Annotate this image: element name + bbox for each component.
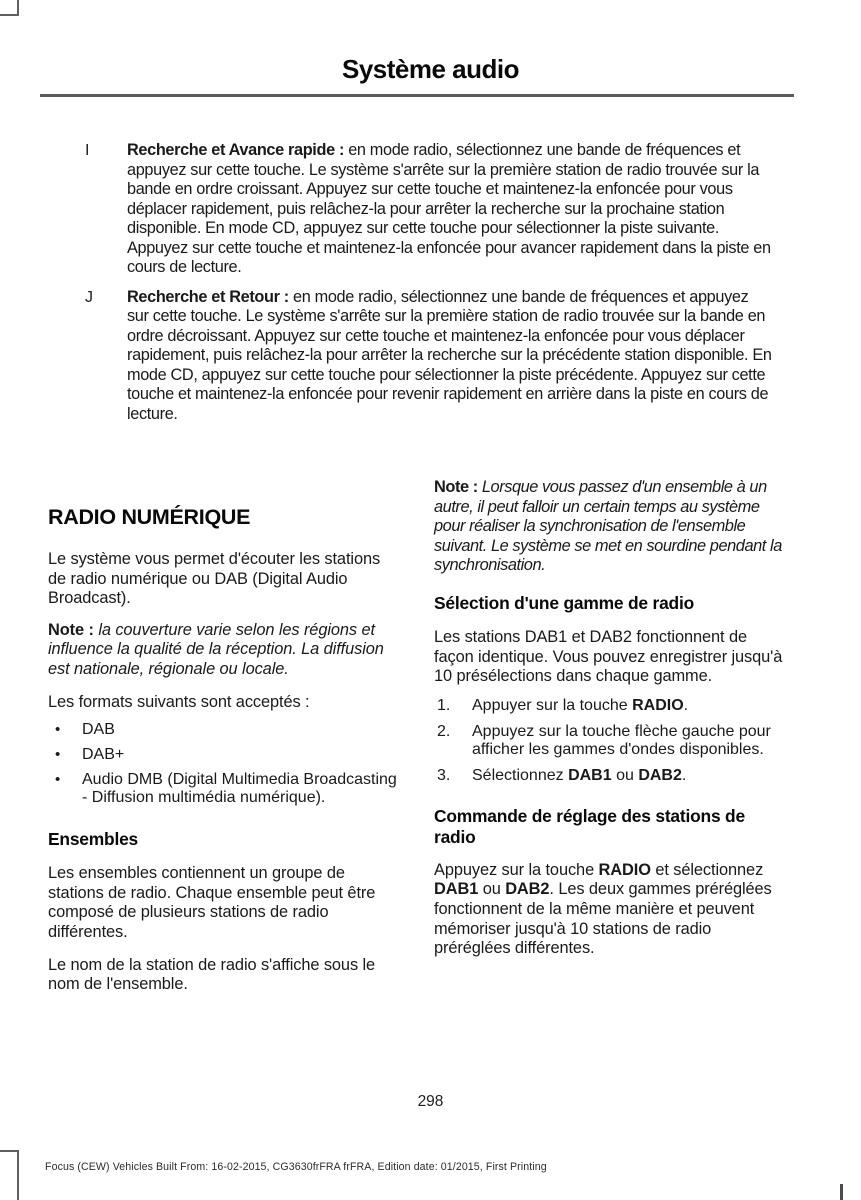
- control-term-i: Recherche et Avance rapide :: [127, 141, 345, 159]
- page-number: 298: [417, 1093, 444, 1110]
- step-segment: .: [683, 696, 689, 714]
- step-segment: Sélectionnez: [472, 766, 569, 784]
- sync-note: [434, 478, 790, 576]
- step-segment: ou: [611, 766, 639, 784]
- ensembles-paragraph-2: Le nom de la station de radio s'affiche sous le nom de l'ensemble.: [48, 955, 376, 994]
- sub-heading-station-tuning: Commande de réglage des stations de radio: [434, 805, 745, 847]
- band-selection-paragraph: Les stations DAB1 et DAB2 fonctionnent de façon identique. Vous pouvez enregistrer jusqu'à 10 présélections dans chaque gamme.: [434, 627, 783, 686]
- control-letter-i: I: [85, 142, 90, 159]
- step-segment: Appuyez sur la touche flèche gauche pour afficher les gammes d'ondes disponibles.: [472, 722, 771, 758]
- step-segment: .: [681, 766, 687, 784]
- control-item-i: [85, 141, 773, 278]
- control-body-i: en mode radio, sélectionnez une bande de fréquences et appuyez sur cette touche. Le système s'arrête sur la première station de radio trouvée sur la bande en ordre croissant. Appuyez sur cette touche et maintenez-la enfoncée pour vous déplacer rapidement, puis relâchez-la pour arrêter la recherche sur la prochaine station disponible. En mode CD, appuyez sur cette touche pour sélectionner la piste suivante. Appuyez sur cette touche et maintenez-la enfoncée pour avancer rapidement dans la piste en cours de lecture.: [127, 141, 771, 276]
- right-column: [434, 465, 790, 995]
- note-text: la couverture varie selon les régions et influence la qualité de la réception. La diffusion est nationale, régionale ou locale.: [48, 620, 384, 678]
- control-descriptions: [85, 141, 773, 434]
- list-item: [434, 697, 790, 715]
- control-item-j: [85, 288, 773, 425]
- list-item: [434, 723, 790, 759]
- control-description-i: [127, 141, 773, 278]
- control-letter-j: J: [85, 288, 93, 306]
- section-heading-radio-numerique: RADIO NUMÉRIQUE: [48, 505, 251, 529]
- page-title: Système audio: [341, 54, 519, 84]
- sub-heading-band-selection: Sélection d'une gamme de radio: [434, 592, 695, 613]
- list-item: [48, 771, 400, 807]
- crop-mark-top-left-icon: [0, 0, 19, 16]
- step-segment-bold: RADIO: [632, 696, 684, 714]
- two-column-body: [48, 465, 790, 995]
- paragraph-segment-bold: DAB1: [434, 880, 479, 899]
- title-divider: [40, 94, 794, 97]
- paragraph-segment: et sélectionnez: [650, 860, 764, 879]
- footer-print-info: Focus (CEW) Vehicles Built From: 16-02-2015, CG3630frFRA frFRA, Edition date: 01/2015, First Printing: [45, 1161, 547, 1173]
- list-item: [48, 721, 400, 739]
- list-item: [48, 746, 400, 764]
- bullet-icon: •: [55, 771, 61, 789]
- bullet-icon: •: [55, 721, 61, 739]
- step-segment-bold: DAB2: [638, 766, 682, 784]
- step-segment: Appuyer sur la touche: [472, 696, 633, 714]
- digital-radio-intro: Le système vous permet d'écouter les stations de radio numérique ou DAB (Digital Audio Broadcast).: [48, 550, 381, 608]
- format-dab: DAB: [82, 721, 115, 739]
- paragraph-segment: . Les deux gammes préréglées fonctionnent de la même manière et peuvent mémoriser jusqu'à 10 stations de radio préréglées différentes.: [434, 880, 772, 958]
- control-body-j: en mode radio, sélectionnez une bande de fréquences et appuyez sur cette touche. Le système s'arrête sur la première station de radio trouvée sur la bande en ordre décroissant. Appuyez sur cette touche et maintenez-la enfoncée pour vous déplacer rapidement, puis relâchez-la pour arrêter la recherche sur la précédente station disponible. En mode CD, appuyez sur cette touche pour sélectionner la piste précédente. Appuyez sur cette touche et maintenez-la enfoncée pour revenir rapidement en arrière dans la piste en cours de lecture.: [127, 287, 772, 423]
- paragraph-segment-bold: DAB2: [505, 880, 550, 899]
- formats-list: [48, 721, 400, 807]
- note-label: Note :: [434, 478, 478, 496]
- sub-heading-ensembles: Ensembles: [48, 829, 139, 850]
- step-text: [472, 723, 790, 759]
- list-item: [434, 767, 790, 785]
- step-text: [472, 767, 790, 785]
- crop-mark-bottom-left-icon: [0, 1150, 19, 1200]
- step-number: 2.: [437, 722, 451, 740]
- control-description-j: [127, 288, 773, 425]
- band-selection-steps: [434, 697, 790, 785]
- paragraph-segment: Appuyez sur la touche: [434, 860, 599, 879]
- format-dab-plus: DAB+: [82, 746, 125, 764]
- coverage-note: [48, 621, 400, 680]
- paragraph-segment-bold: RADIO: [598, 860, 651, 879]
- note-text: Lorsque vous passez d'un ensemble à un autre, il peut falloir un certain temps au système pour réaliser la synchronisation de l'ensemble suivant. Le système se met en sourdine pendant la synchronisation.: [434, 478, 782, 575]
- bullet-icon: •: [55, 746, 61, 764]
- paragraph-segment: ou: [478, 880, 506, 899]
- control-term-j: Recherche et Retour :: [127, 287, 289, 306]
- format-audio-dmb: Audio DMB (Digital Multimedia Broadcasting - Diffusion multimédia numérique).: [82, 771, 397, 807]
- step-segment-bold: DAB1: [568, 766, 612, 784]
- left-column: [48, 465, 400, 995]
- formats-intro: Les formats suivants sont acceptés :: [48, 692, 310, 711]
- station-tuning-paragraph: [434, 861, 790, 959]
- note-label: Note :: [48, 620, 94, 639]
- crop-mark-bottom-right-icon: [840, 1184, 843, 1200]
- step-text: [472, 697, 790, 715]
- step-number: 3.: [437, 766, 451, 784]
- ensembles-paragraph-1: Les ensembles contiennent un groupe de stations de radio. Chaque ensemble peut être composé de plusieurs stations de radio différentes.: [48, 864, 376, 941]
- step-number: 1.: [437, 696, 451, 714]
